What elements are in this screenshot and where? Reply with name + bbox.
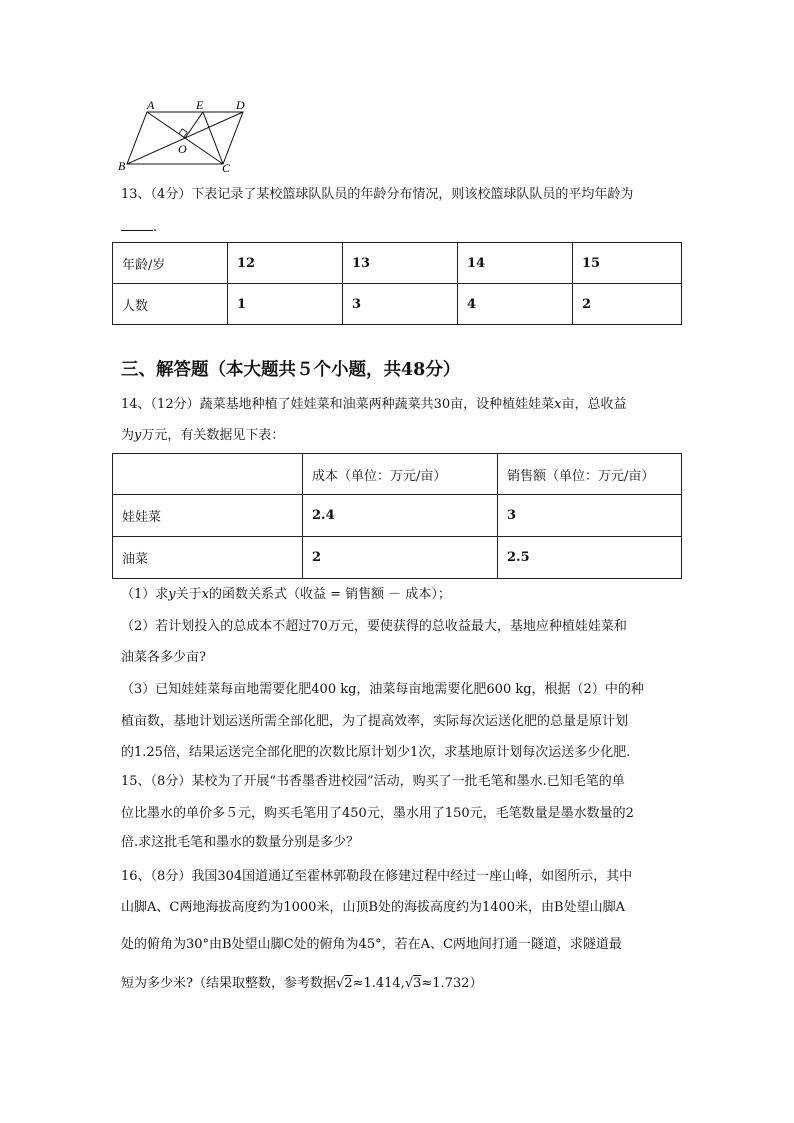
table-cell: 3: [498, 495, 682, 537]
q15-line2: 位比墨水的单价多５元，购买毛笔用了450元，墨水用了150元，毛笔数量是墨水数量的2: [121, 806, 634, 821]
table-row: [113, 495, 682, 537]
q13-answer-blank: [121, 218, 157, 237]
table-cell: 油菜: [113, 537, 303, 579]
sqrt-sign: √: [404, 976, 414, 991]
q14-text-end: 亩，总收益: [561, 397, 627, 412]
table-cell: 2: [303, 537, 498, 579]
q16-line2: 山脚A、C两地海拔高度约为1000米，山顶B处的海拔高度约为1400米，由B处望山脚A: [121, 900, 625, 915]
q14-sub3-line2: 植亩数，基地计划运送所需全部化肥，为了提高效率，实际每次运送化肥的总量是原计划: [121, 714, 629, 729]
q16-text: ≈1.414,: [352, 976, 405, 991]
q16-text: ≈1.732）: [421, 976, 483, 991]
q14-sub3-line1: （3）已知娃娃菜每亩地需要化肥400 kg，油菜每亩地需要化肥600 kg，根据（2）中的种: [121, 682, 644, 697]
q16-line4: [121, 975, 483, 993]
label-c: C: [222, 161, 231, 175]
age-table: [112, 242, 682, 325]
sqrt-sign: √: [335, 976, 345, 991]
q16-line3: 处的俯角为30°由B处望山脚C处的俯角为45°，若在A、C两地间打通一隧道，求隧道最: [121, 937, 622, 952]
q14-sub1-a: （1）求: [121, 587, 169, 602]
segment-ec: [203, 112, 223, 164]
q16-line1: 16、（8分）我国304国道通辽至霍林郭勒段在修建过程中经过一座山峰，如图所示，其中: [121, 869, 633, 884]
q13-question: 下表记录了某校篮球队队员的年龄分布情况，则该校篮球队队员的平均年龄为: [191, 187, 634, 202]
q14-line1: [121, 396, 627, 414]
crop-table: [112, 453, 682, 579]
var-x: x: [201, 587, 209, 602]
q13-number: 13、: [121, 187, 151, 202]
section-heading: 三、解答题（本大题共５个小题，共48分）: [121, 360, 461, 380]
q14-number: 14、: [121, 397, 151, 412]
q14-sub2-line1: （2）若计划投入的总成本不超过70万元，要使获得的总收益最大，基地应种植娃娃菜和: [121, 619, 627, 634]
table-cell: 年龄/岁: [113, 243, 228, 284]
table-cell: 2: [573, 284, 682, 325]
var-x: x: [554, 397, 562, 412]
q15-line3: 倍.求这批毛笔和墨水的数量分别是多少？: [121, 835, 360, 850]
q14-sub1-c: 的函数关系式（收益 = 销售额 － 成本）；: [209, 587, 451, 602]
q14-text: 蔬菜基地种植了娃娃菜和油菜两种蔬菜共30亩，设种植娃娃菜: [199, 397, 555, 412]
var-y: y: [134, 428, 142, 443]
sqrt-radicand: 2: [344, 976, 353, 991]
q16-text: 短为多少米?（结果取整数，参考数据: [121, 976, 336, 991]
q13-score: （4分）: [150, 187, 192, 202]
var-y: y: [168, 587, 176, 602]
table-cell: 2.4: [303, 495, 498, 537]
q14-sub1-b: 关于: [175, 587, 202, 602]
table-cell: 1: [228, 284, 343, 325]
answer-blank: [121, 218, 153, 231]
table-cell: 12: [228, 243, 343, 284]
table-header-cell: 销售额（单位：万元/亩）: [498, 454, 682, 495]
table-cell: [113, 454, 303, 495]
q15-line1: 15、（8分）某校为了开展“书香墨香进校园”活动，购买了一批毛笔和墨水.已知毛笔的单: [121, 774, 625, 789]
q14-sub2-line2: 油菜各多少亩?: [121, 650, 206, 665]
table-cell: 4: [458, 284, 573, 325]
label-a: A: [147, 98, 155, 112]
q14-score: （12分）: [150, 397, 200, 412]
table-header-cell: 成本（单位：万元/亩）: [303, 454, 498, 495]
q13-text: [121, 186, 633, 204]
table-cell: 15: [573, 243, 682, 284]
q14-text: 为: [121, 428, 135, 443]
table-cell: 14: [458, 243, 573, 284]
label-b: B: [118, 159, 126, 173]
table-row: [113, 537, 682, 579]
table-row: [113, 243, 682, 284]
label-o: O: [178, 142, 187, 156]
table-row: [113, 284, 682, 325]
q14-line2: [121, 427, 284, 445]
q13-blank-tail: .: [153, 220, 158, 235]
label-d: D: [236, 98, 245, 112]
table-cell: 13: [343, 243, 458, 284]
table-row: [113, 454, 682, 495]
table-cell: 娃娃菜: [113, 495, 303, 537]
q14-text: 万元，有关数据见下表：: [141, 428, 285, 443]
q14-sub3-line3: 的1.25倍，结果运送完全部化肥的次数比原计划少1次，求基地原计划每次运送多少化肥.: [121, 745, 631, 760]
table-cell: 人数: [113, 284, 228, 325]
table-cell: 2.5: [498, 537, 682, 579]
label-e: E: [196, 98, 204, 112]
sqrt-radicand: 3: [413, 976, 422, 991]
table-cell: 3: [343, 284, 458, 325]
q14-sub1: [121, 586, 451, 604]
parallelogram-figure: [115, 98, 255, 178]
